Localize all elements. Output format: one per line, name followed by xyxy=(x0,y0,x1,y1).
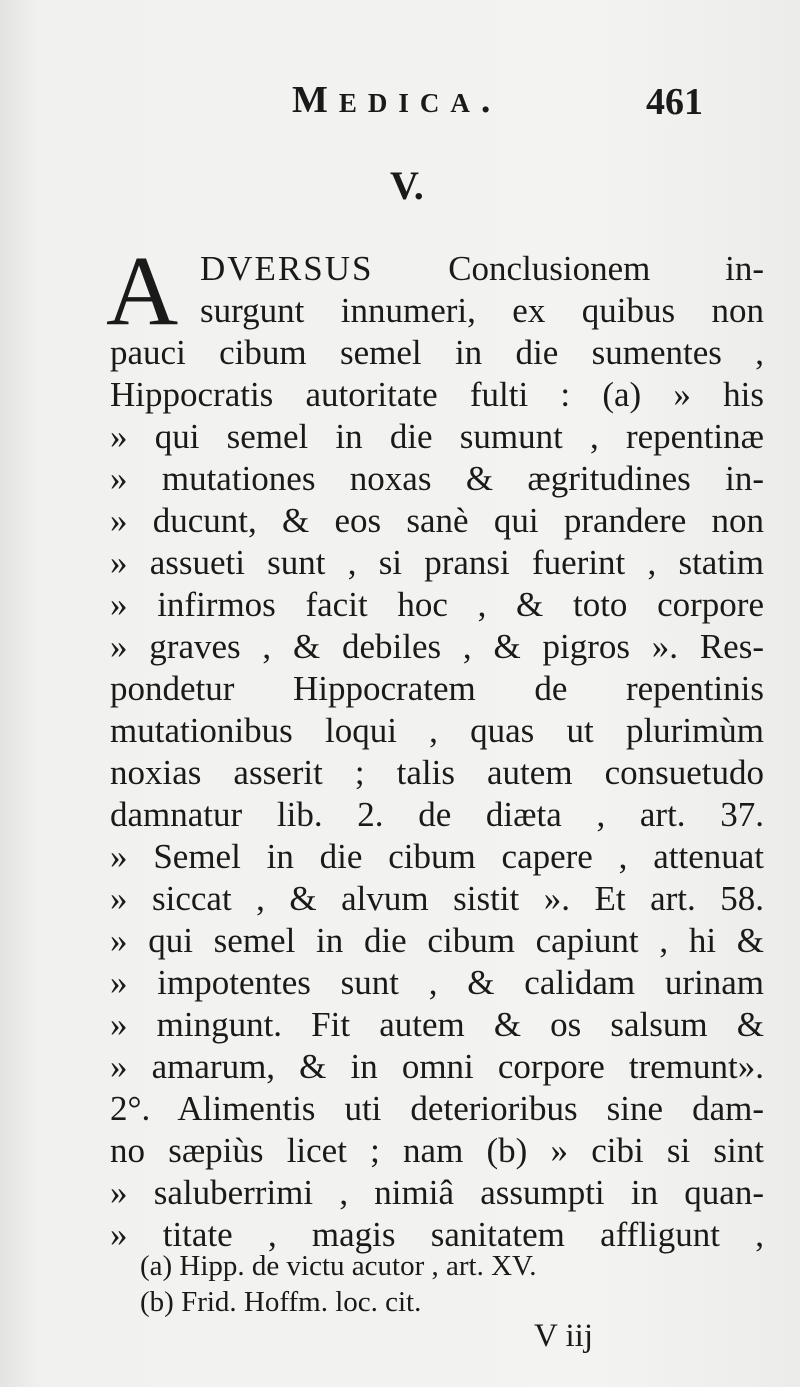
body-text xyxy=(106,235,765,1256)
text-line: » siccat , & alvum sistit ». Et art. 58. xyxy=(110,879,764,918)
section-heading: V. xyxy=(390,163,424,208)
text-line xyxy=(110,248,764,290)
opening-word: DVERSUS xyxy=(200,249,374,288)
text-line: » ducunt, & eos sanè qui prandere non xyxy=(110,501,764,540)
text-line: » Semel in die cibum capere , attenuat xyxy=(110,837,764,876)
text-line: » qui semel in die sumunt , repentinæ xyxy=(110,417,764,456)
text-line: mutationibus loqui , quas ut plurimùm xyxy=(110,711,764,750)
text-line: pondetur Hippocratem de repentinis xyxy=(110,669,764,708)
text-line: » impotentes sunt , & calidam urinam xyxy=(110,963,764,1002)
text-line: 2°. Alimentis uti deterioribus sine dam- xyxy=(110,1089,764,1128)
drop-cap xyxy=(106,235,179,346)
text-line: » saluberrimi , nimiâ assumpti in quan- xyxy=(110,1173,764,1212)
signature-mark: V iij xyxy=(534,1318,593,1354)
footnote-a: (a) Hipp. de victu acutor , art. XV. xyxy=(140,1250,537,1282)
running-head xyxy=(0,78,800,128)
footnote-b: (b) Frid. Hoffm. loc. cit. xyxy=(140,1286,422,1318)
text-line: » mingunt. Fit autem & os salsum & xyxy=(110,1005,764,1044)
text-line: » titate , magis sanitatem affligunt , xyxy=(110,1215,764,1254)
page-number: 461 xyxy=(646,81,703,123)
text-line: no sæpiùs licet ; nam (b) » cibi si sint xyxy=(110,1131,764,1170)
text-line: » amarum, & in omni corpore tremunt». xyxy=(110,1047,764,1086)
drop-cap-letter: A xyxy=(106,235,179,346)
text-line: » graves , & debiles , & pigros ». Res- xyxy=(110,627,764,666)
text-line: » infirmos facit hoc , & toto corpore xyxy=(110,585,764,624)
running-title: Medica. xyxy=(292,79,502,121)
text-line: surgunt innumeri, ex quibus non xyxy=(200,291,764,330)
text-line: damnatur lib. 2. de diæta , art. 37. xyxy=(110,795,764,834)
text-line: Hippocratis autoritate fulti : (a) » his xyxy=(110,375,764,414)
text-line: » qui semel in die cibum capiunt , hi & xyxy=(110,921,764,960)
text-line-content: Conclusionem in- xyxy=(448,249,765,288)
text-line: noxias asserit ; talis autem consuetudo xyxy=(110,753,764,792)
text-line: pauci cibum semel in die sumentes , xyxy=(110,333,764,372)
text-line: » assueti sunt , si pransi fuerint , statim xyxy=(110,543,764,582)
footnotes xyxy=(140,1248,700,1320)
text-line: » mutationes noxas & ægritudines in- xyxy=(110,459,764,498)
